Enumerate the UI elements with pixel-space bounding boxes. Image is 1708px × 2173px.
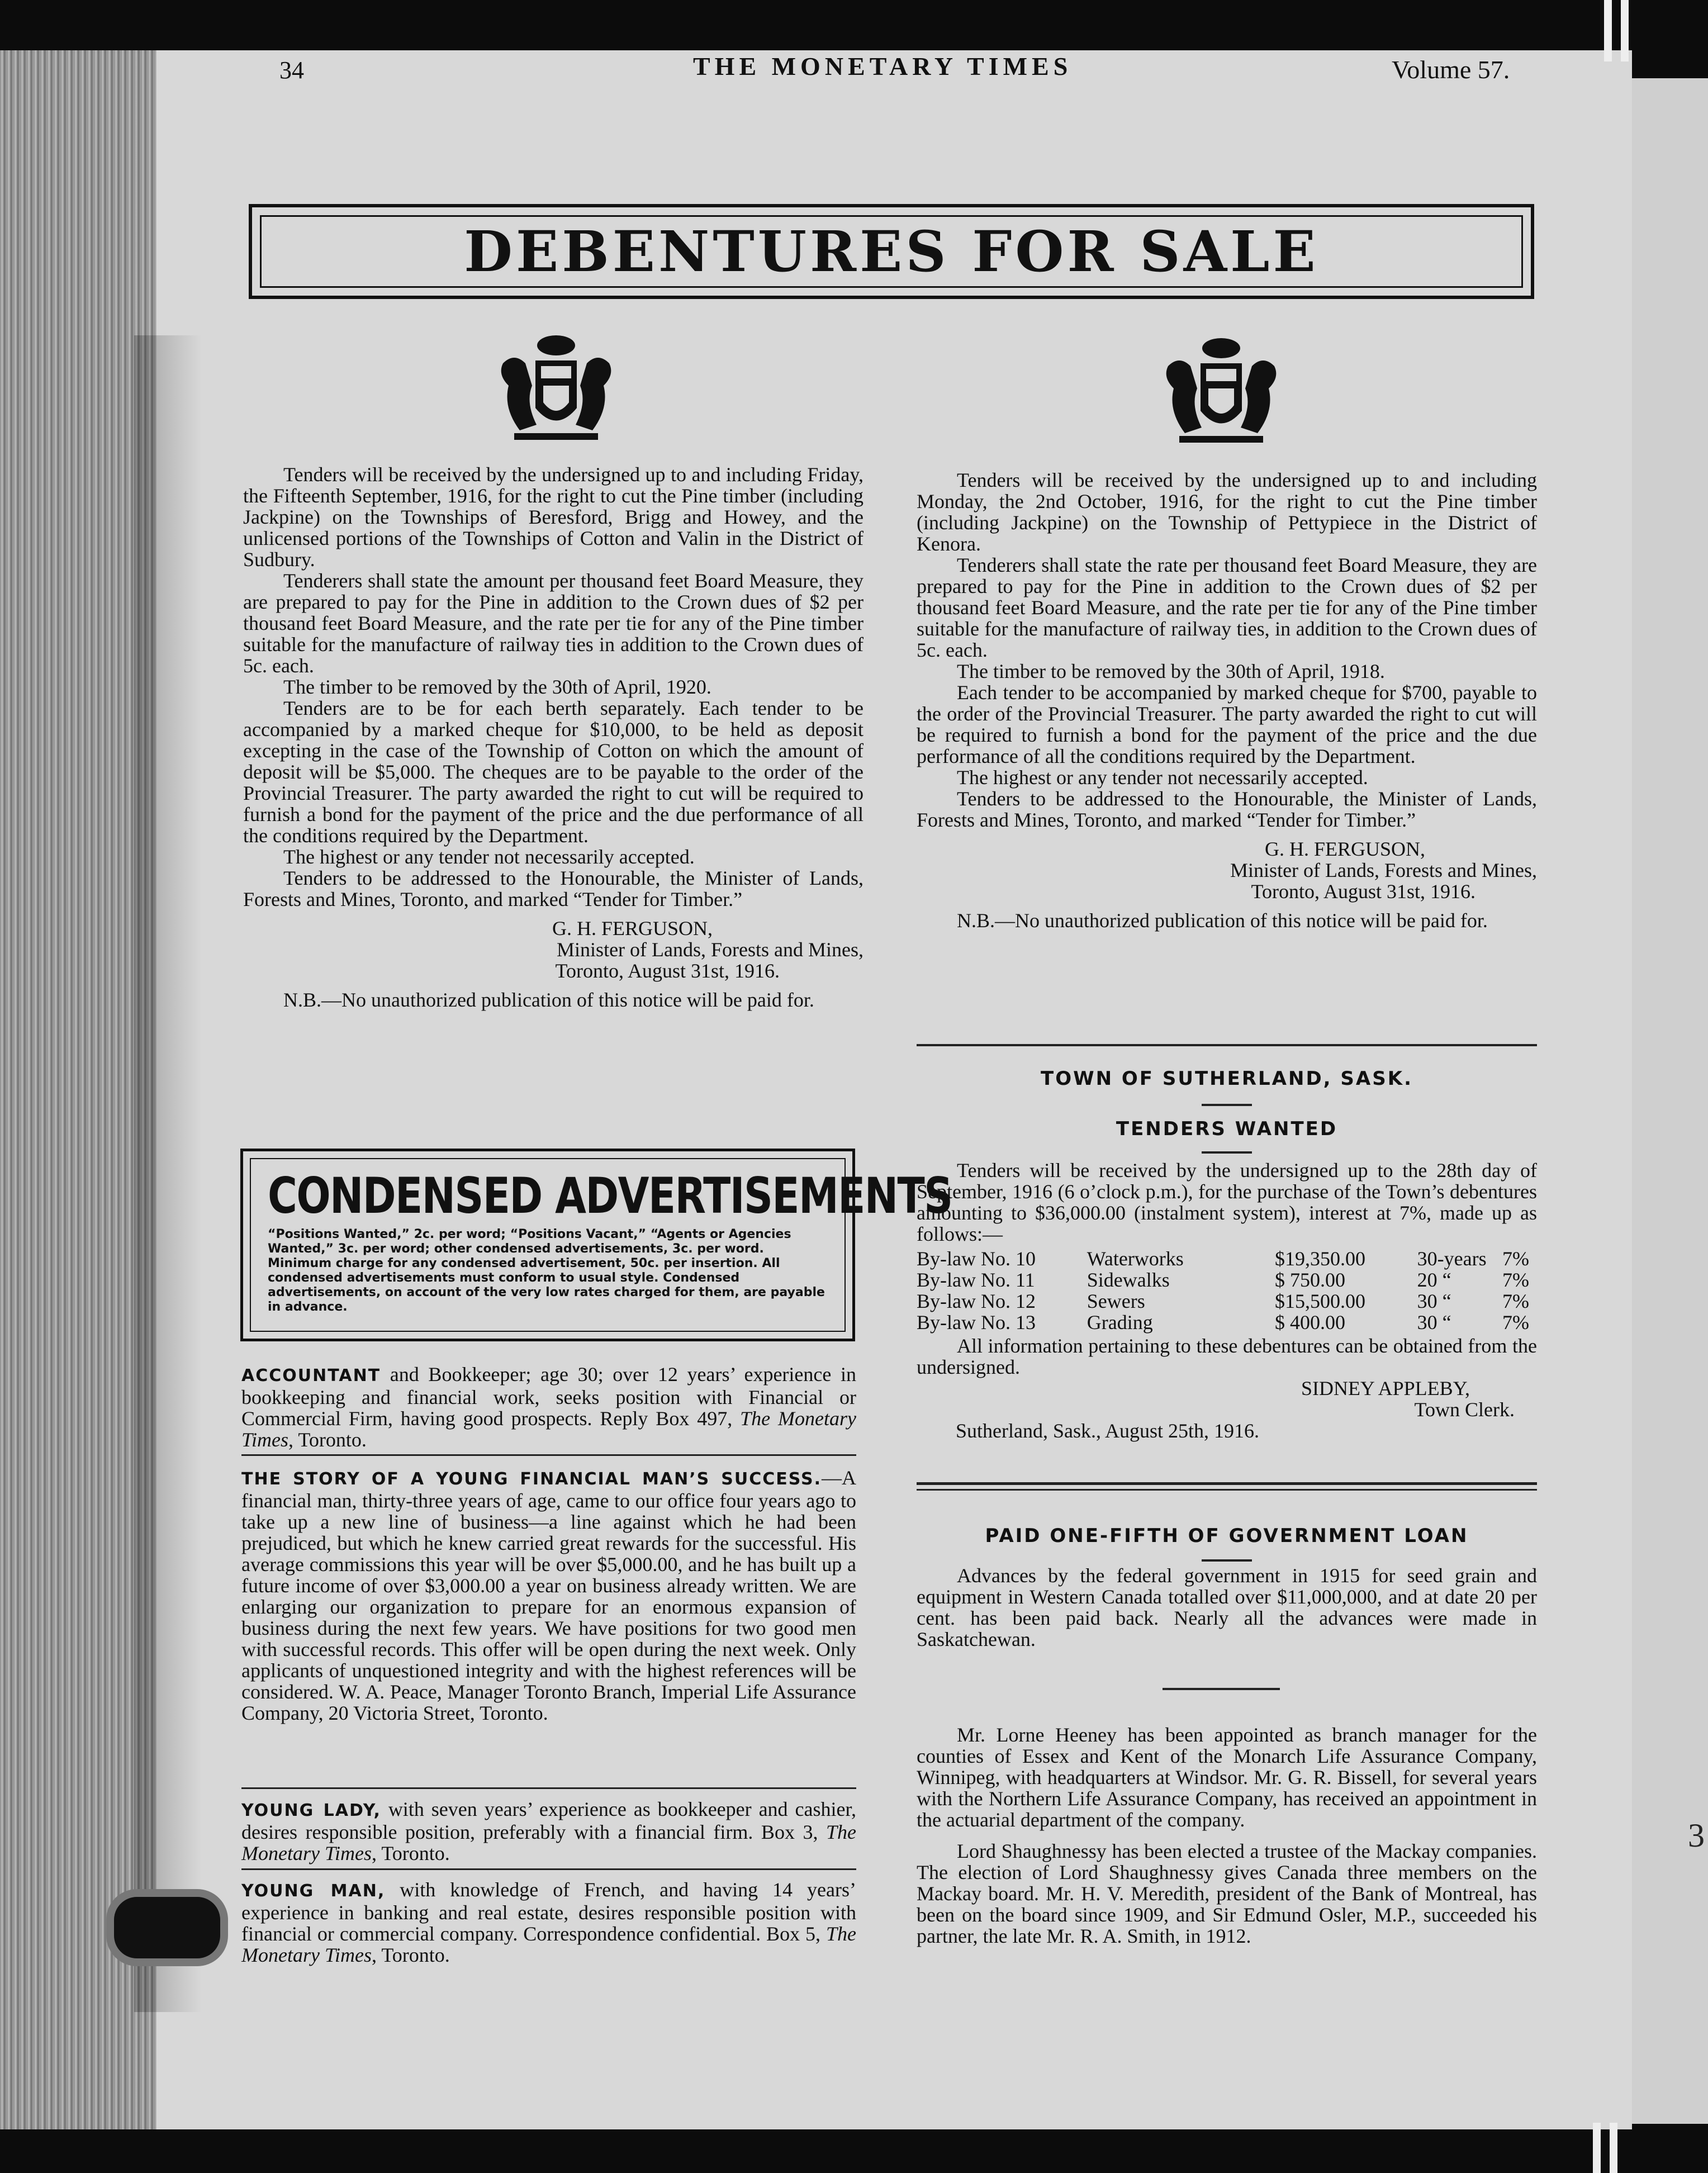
classified-ad-young-man bbox=[241, 1879, 856, 1966]
notice-paragraph: Tenders to be addressed to the Honourable, the Minister of Lands, Forests and Mines, Toronto, and marked “Tender for Timber.” bbox=[917, 787, 1537, 831]
signature-block bbox=[917, 838, 1537, 902]
volume-label: Volume 57. bbox=[1392, 55, 1510, 84]
signer-name: G. H. FERGUSON, bbox=[552, 917, 713, 940]
notice-paragraph: Tenders will be received by the undersigned up to and including Monday, the 2nd October, 1916, for the right to cut the Pine timber (including Jackpine) on the Township of Pettypiece in the District of Kenora. bbox=[917, 469, 1537, 555]
spine-shadow bbox=[134, 335, 201, 2012]
sutherland-intro: Tenders will be received by the undersigned up to the 28th day of September, 1916 (6 o’clock p.m.), for the purchase of the Town’s debentures amounting to $36,000.00 (instalment system), interest at 7%, made up as follows:— bbox=[917, 1159, 1537, 1245]
scanner-clamp bbox=[106, 1889, 228, 1966]
amount-cell: $19,350.00 bbox=[1275, 1247, 1366, 1270]
left-timber-notice bbox=[243, 464, 864, 1010]
debentures-banner bbox=[249, 204, 1534, 299]
short-divider bbox=[1163, 1688, 1280, 1690]
notice-paragraph: The highest or any tender not necessarily accepted. bbox=[957, 766, 1368, 789]
ontario-crest-icon bbox=[1157, 333, 1285, 450]
loan-heading: PAID ONE-FIFTH OF GOVERNMENT LOAN bbox=[985, 1525, 1469, 1547]
ad-lead: THE STORY OF A YOUNG FINANCIAL MAN’S SUCCESS. bbox=[241, 1469, 822, 1489]
signature-block bbox=[917, 1378, 1537, 1420]
notice-paragraph: Each tender to be accompanied by marked cheque for $700, payable to the order of the Provincial Treasurer. The party awarded the right to cut will be required to furnish a bond for the payment of the price and the due performance of all the conditions required by the Department. bbox=[917, 681, 1537, 767]
ad-publication: The Monetary Times bbox=[241, 1821, 856, 1864]
signer-title: Town Clerk. bbox=[1414, 1398, 1515, 1421]
bylaw-cell: By-law No. 11 bbox=[917, 1269, 1035, 1291]
notice-note: N.B.—No unauthorized publication of this notice will be paid for. bbox=[957, 909, 1488, 932]
signer-name: SIDNEY APPLEBY, bbox=[1301, 1377, 1470, 1399]
term-cell: 30 “ bbox=[1417, 1290, 1451, 1312]
sutherland-notice bbox=[917, 1160, 1537, 1441]
short-divider bbox=[1202, 1559, 1252, 1562]
publication-title: THE MONETARY TIMES bbox=[693, 52, 1073, 80]
page-number: 34 bbox=[279, 56, 304, 84]
classified-ad-financial-man bbox=[241, 1467, 856, 1724]
scan-bar bbox=[1621, 0, 1629, 61]
table-row bbox=[917, 1312, 1537, 1333]
table-row bbox=[917, 1290, 1537, 1312]
notice-paragraph: The timber to be removed by the 30th of April, 1918. bbox=[957, 660, 1385, 682]
ad-text: with seven years’ experience as bookkeeper and cashier, desires responsible position, preferably with a financial firm. Box 3, bbox=[241, 1798, 856, 1843]
purpose-cell: Sidewalks bbox=[1087, 1269, 1170, 1291]
ad-divider bbox=[241, 1787, 856, 1789]
ad-publication: The Monetary Times bbox=[241, 1407, 856, 1451]
purpose-cell: Sewers bbox=[1087, 1290, 1145, 1312]
signer-place-date: Toronto, August 31st, 1916. bbox=[1251, 880, 1475, 903]
ad-tail: , Toronto. bbox=[371, 1842, 450, 1864]
ad-publication: The Monetary Times bbox=[241, 1923, 856, 1966]
right-timber-notice bbox=[917, 469, 1537, 931]
personal-item: Mr. Lorne Heeney has been appointed as branch manager for the counties of Essex and Kent of the Monarch Life Assurance Company, Winnipeg, with headquarters at Windsor. Mr. G. R. Bissell, for several years with the Northern Life Assurance Company, has received an appointment in the actuarial department of the company. bbox=[917, 1724, 1537, 1831]
rate-cell: 7% bbox=[1502, 1269, 1529, 1291]
bylaw-table bbox=[917, 1248, 1537, 1333]
notice-note: N.B.—No unauthorized publication of this notice will be paid for. bbox=[283, 989, 814, 1011]
rate-cell: 7% bbox=[1502, 1290, 1529, 1312]
section-divider bbox=[917, 1044, 1537, 1046]
signature-block bbox=[243, 918, 864, 981]
amount-cell: $ 400.00 bbox=[1275, 1311, 1346, 1334]
short-divider bbox=[1202, 1151, 1252, 1154]
notice-paragraph: Tenders to be addressed to the Honourable, the Minister of Lands, Forests and Mines, Toronto, and marked “Tender for Timber.” bbox=[243, 867, 864, 910]
rate-cell: 7% bbox=[1502, 1247, 1529, 1270]
bylaw-cell: By-law No. 10 bbox=[917, 1247, 1036, 1270]
ad-lead: YOUNG MAN, bbox=[241, 1881, 386, 1901]
classified-ad-young-lady bbox=[241, 1799, 856, 1864]
short-divider bbox=[1202, 1104, 1252, 1106]
notice-paragraph: The timber to be removed by the 30th of April, 1920. bbox=[283, 676, 711, 698]
ontario-crest-icon bbox=[492, 330, 620, 447]
table-row bbox=[917, 1269, 1537, 1290]
term-cell: 30 “ bbox=[1417, 1311, 1451, 1334]
amount-cell: $15,500.00 bbox=[1275, 1290, 1366, 1312]
ad-text: and Bookkeeper; age 30; over 12 years’ experience in bookkeeping and financial work, seeks position with Financial or Commercial Firm, having good prospects. Reply Box 497, bbox=[241, 1363, 856, 1430]
ad-text: —A financial man, thirty-three years of age, came to our office four years ago to take up a new line of business—a line against which he had been prejudiced, but which he knew carried great rewards for the successful. His average commissions this year will be over $5,000.00, and he has built up a future income of over $3,000.00 a year on business already written. We are enlarging our organization to prepare for an enormous expansion of business during the next few years. We have positions for two good men with successful records. This offer will be open during the next week. Only applicants of unquestioned integrity and with the highest references will be considered. W. A. Peace, Manager Toronto Branch, Imperial Life Assurance Company, 20 Victoria Street, Toronto. bbox=[241, 1467, 856, 1724]
term-cell: 20 “ bbox=[1417, 1269, 1451, 1291]
ad-tail: , Toronto. bbox=[371, 1944, 450, 1966]
amount-cell: $ 750.00 bbox=[1275, 1269, 1346, 1291]
section-divider bbox=[917, 1482, 1537, 1485]
purpose-cell: Waterworks bbox=[1087, 1247, 1184, 1270]
bylaw-cell: By-law No. 13 bbox=[917, 1311, 1036, 1334]
edge-mark: 3 bbox=[1688, 1817, 1705, 1854]
purpose-cell: Grading bbox=[1087, 1311, 1153, 1334]
signer-title: Minister of Lands, Forests and Mines, bbox=[1230, 859, 1537, 881]
notice-paragraph: The highest or any tender not necessarily accepted. bbox=[283, 846, 695, 868]
scan-bar bbox=[1610, 2123, 1617, 2173]
sutherland-heading: TOWN OF SUTHERLAND, SASK. bbox=[1041, 1067, 1413, 1090]
ad-tail: , Toronto. bbox=[288, 1429, 367, 1451]
condensed-ads-title: CONDENSED ADVERTISEMENTS bbox=[268, 1167, 952, 1225]
section-divider bbox=[917, 1489, 1537, 1491]
ad-lead: ACCOUNTANT bbox=[241, 1366, 381, 1386]
classified-ad-accountant bbox=[241, 1364, 856, 1450]
ad-lead: YOUNG LADY, bbox=[241, 1801, 381, 1820]
tenders-wanted-heading: TENDERS WANTED bbox=[1116, 1118, 1338, 1140]
sutherland-place-date: Sutherland, Sask., August 25th, 1916. bbox=[956, 1420, 1260, 1442]
signer-name: G. H. FERGUSON, bbox=[1264, 838, 1425, 860]
notice-paragraph: Tenders will be received by the undersigned up to and including Friday, the Fifteenth September, 1916, for the right to cut the Pine timber (including Jackpine) on the Townships of Beresford, Brigg and Howey, and the unlicensed portions of the Townships of Cotton and Valin in the District of Sudbury. bbox=[243, 463, 864, 571]
condensed-ads-box bbox=[240, 1149, 952, 1341]
banner-title: DEBENTURES FOR SALE bbox=[464, 219, 1319, 284]
ad-text: with knowledge of French, and having 14 years’ experience in banking and real estate, desires responsible position with financial or commercial company. Correspondence confidential. Box 5, bbox=[241, 1878, 856, 1945]
notice-paragraph: Tenderers shall state the amount per thousand feet Board Measure, they are prepared to pay for the Pine in addition to the Crown dues of $2 per thousand feet Board Measure, and the rate per tie for any of the Pine timber suitable for the manufacture of railway ties in addition to the Crown dues of 5c. each. bbox=[243, 570, 864, 677]
ad-divider bbox=[241, 1454, 856, 1456]
sutherland-info: All information pertaining to these debentures can be obtained from the undersigned. bbox=[917, 1335, 1537, 1378]
bylaw-cell: By-law No. 12 bbox=[917, 1290, 1036, 1312]
condensed-ads-rates: “Positions Wanted,” 2c. per word; “Positions Vacant,” “Agents or Agencies Wanted,” 3c. per word; other condensed advertisements, 3c. per word. Minimum charge for any condensed advertisement, 50c. per insertion. All condensed advertisements must conform to usual style. Condensed advertisements, on account of the very low rates charged for them, are payable in advance. bbox=[268, 1227, 825, 1314]
signer-place-date: Toronto, August 31st, 1916. bbox=[555, 960, 780, 982]
signer-title: Minister of Lands, Forests and Mines, bbox=[557, 938, 864, 961]
ad-divider bbox=[241, 1868, 856, 1870]
rate-cell: 7% bbox=[1502, 1311, 1529, 1334]
personals-column bbox=[917, 1724, 1537, 1947]
scan-bar bbox=[1604, 0, 1612, 61]
notice-paragraph: Tenders are to be for each berth separately. Each tender to be accompanied by a marked cheque for $10,000, to be held as deposit excepting in the case of the Township of Cotton on which the amount of deposit will be $5,000. The cheques are to be payable to the order of the Provincial Treasurer. The party awarded the right to cut will be required to furnish a bond for the payment of the price and the due performance of all the conditions required by the Department. bbox=[243, 697, 864, 847]
loan-text: Advances by the federal government in 1915 for seed grain and equipment in Western Canada totalled over $11,000,000, and at date 20 per cent. has been paid back. Nearly all the advances were made in Saskatchewan. bbox=[917, 1564, 1537, 1650]
notice-paragraph: Tenderers shall state the rate per thousand feet Board Measure, they are prepared to pay for the Pine in addition to the Crown dues of $2 per thousand feet Board Measure, and the rate per tie for any of the Pine timber suitable for the manufacture of railway ties, in addition to the Crown dues of 5c. each. bbox=[917, 554, 1537, 661]
term-cell: 30-years bbox=[1417, 1247, 1487, 1270]
loan-article bbox=[917, 1565, 1537, 1650]
personal-item: Lord Shaughnessy has been elected a trustee of the Mackay companies. The election of Lord Shaughnessy gives Canada three members on the Mackay board. Mr. H. V. Meredith, president of the Bank of Montreal, has been on the board since 1909, and Sir Edmund Osler, M.P., succeeded his partner, the late Mr. R. A. Smith, in 1912. bbox=[917, 1840, 1537, 1947]
table-row bbox=[917, 1248, 1537, 1269]
scan-bar bbox=[1593, 2123, 1601, 2173]
